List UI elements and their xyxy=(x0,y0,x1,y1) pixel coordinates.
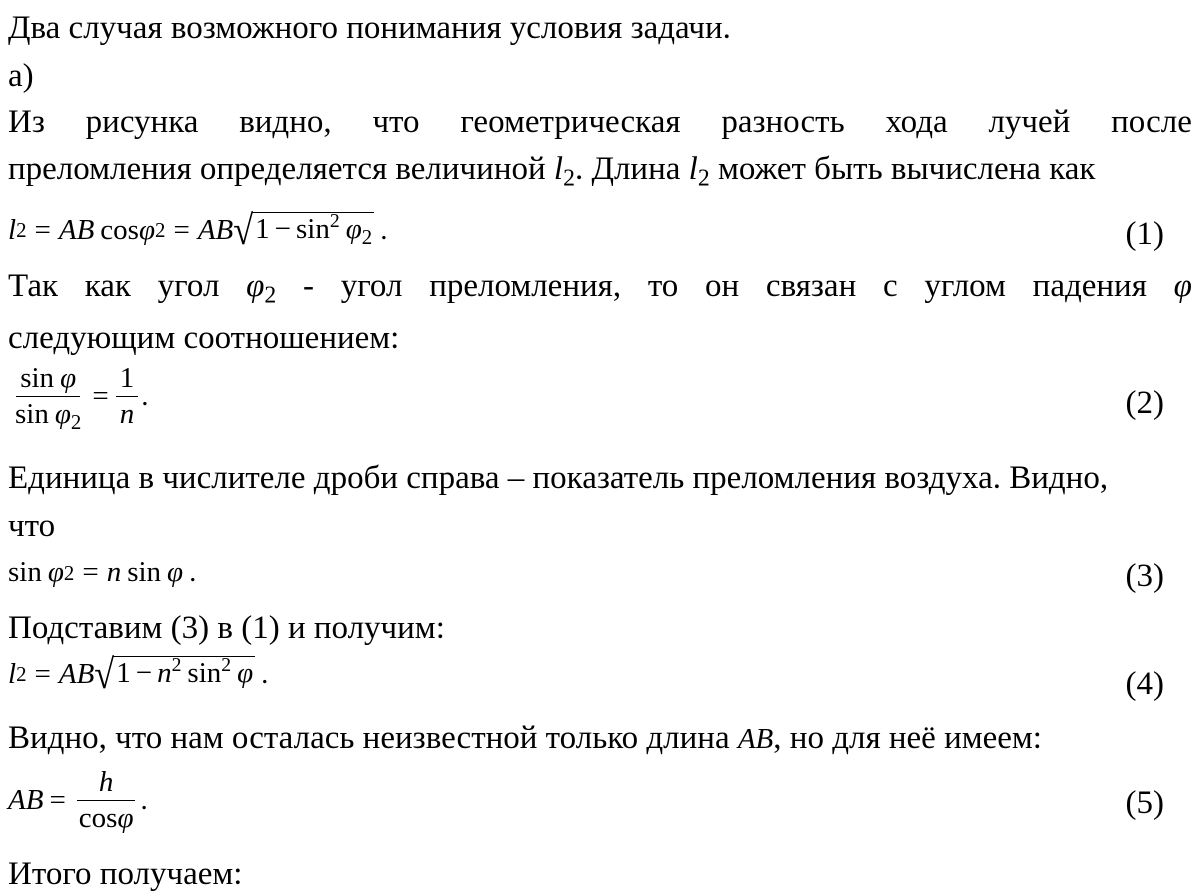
equation-number-5: (5) xyxy=(1125,785,1164,821)
fraction-one-over-n: $\frac{1}{n}$ xyxy=(116,364,139,429)
square-root: √ $1 - n^2$ $\sin^2 \varphi$ xyxy=(94,650,254,697)
fraction-h-over-cos: $\frac{h}{\cos\varphi}$ xyxy=(78,766,134,834)
equation-5: AB = $\frac{h}{\cos\varphi}$ . xyxy=(8,766,148,834)
paragraph-5: Видно, что нам осталась неизвестной только длина AB, но для неё имеем: xyxy=(8,720,1042,756)
fraction-sines: $\frac{\text{sin φ}}{\sin \varphi_2}$ xyxy=(15,362,82,434)
equation-3: sin φ 2 = n sin φ . xyxy=(8,556,197,588)
equation-2: $\frac{\text{sin φ}}{\sin \varphi_2}$ = $\frac{1}{n}$ . xyxy=(8,364,148,429)
paragraph-2-line-2: следующим соотношением: xyxy=(8,320,400,356)
case-a-label: а) xyxy=(8,58,34,94)
paragraph-4: Подставим (3) в (1) и получим: xyxy=(8,610,445,646)
paragraph-1-line-1: Из рисунка видно, что геометрическая разность хода лучей после xyxy=(8,104,1192,140)
equation-number-4: (4) xyxy=(1125,666,1164,702)
paragraph-1-line-2: преломления определяется величиной $l_2$. Длина $l_2$ может быть вычислена как xyxy=(8,151,1096,192)
equation-number-1: (1) xyxy=(1125,216,1164,252)
equation-number-3: (3) xyxy=(1125,558,1164,594)
final-line: Итого получаем: xyxy=(8,856,243,892)
equation-number-2: (2) xyxy=(1125,385,1164,421)
intro-line: Два случая возможного понимания условия задачи. xyxy=(8,10,731,46)
equation-1: l 2 = AB cos φ 2 = AB √ $1 - \sin^2 \varphi_2$ . xyxy=(8,206,388,253)
paragraph-3-line-2: что xyxy=(8,508,56,544)
paragraph-2-line-1: Так как угол $\varphi_2$ - угол преломления, то он связан с углом падения φ xyxy=(8,268,1192,309)
square-root: √ $1 - \sin^2 \varphi_2$ xyxy=(233,206,373,253)
paragraph-3-line-1: Единица в числителе дроби справа – показатель преломления воздуха. Видно, xyxy=(8,460,1109,496)
equation-4: l 2 = AB √ $1 - n^2$ $\sin^2 \varphi$ . xyxy=(8,650,269,697)
